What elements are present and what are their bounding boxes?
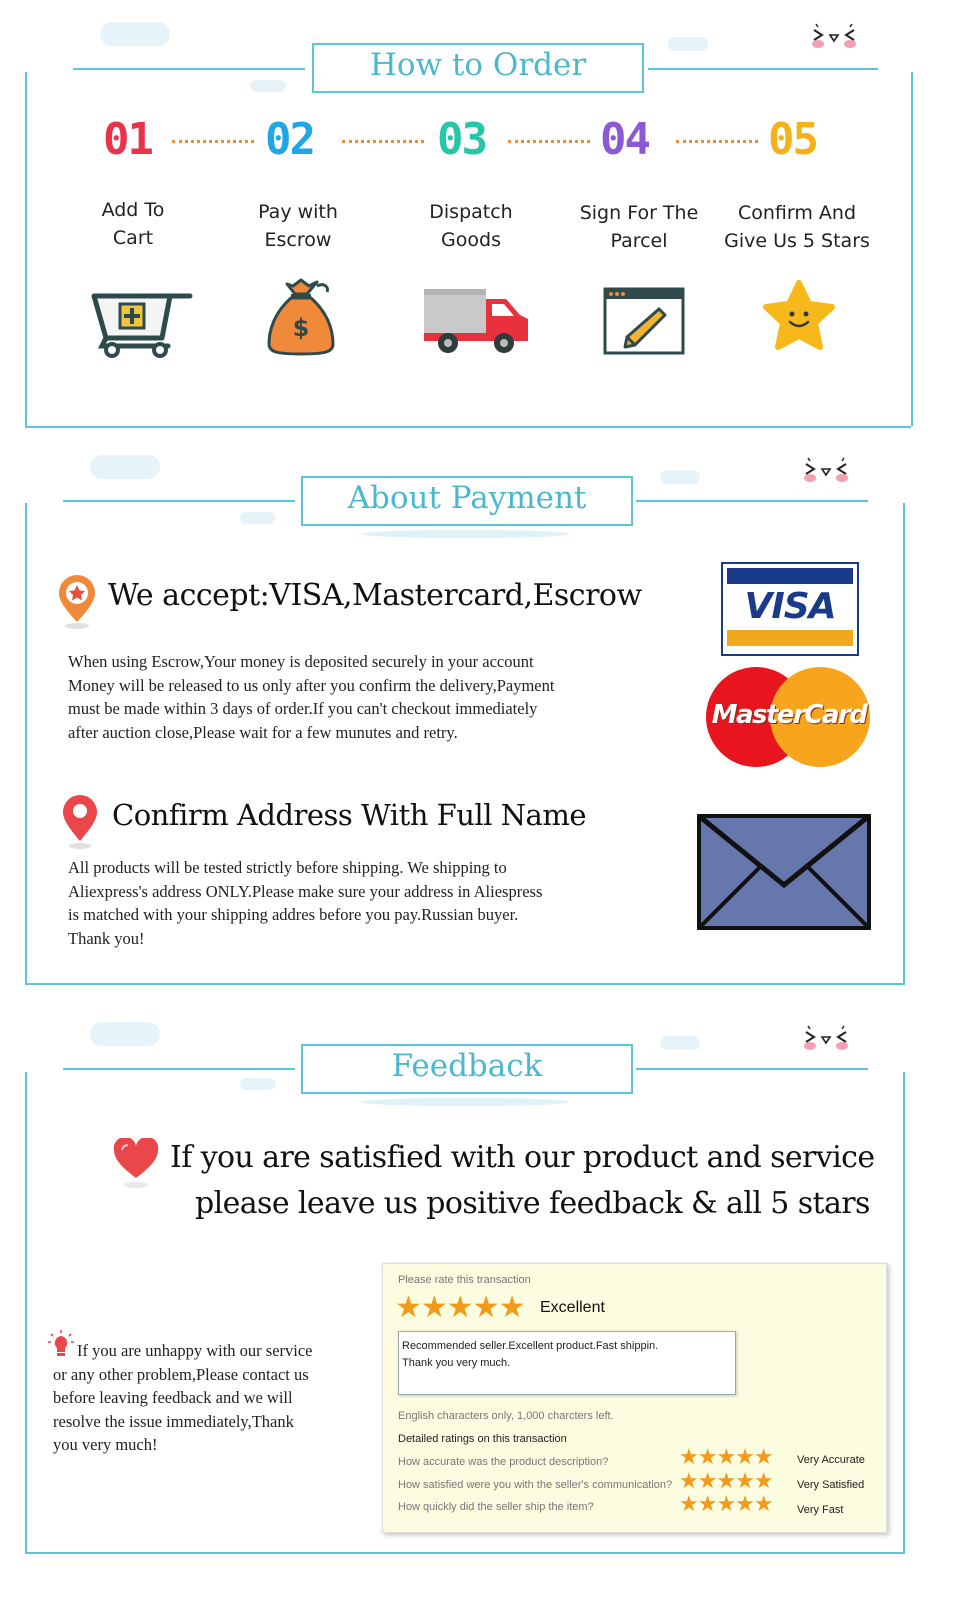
visa-text: VISA <box>744 586 836 627</box>
step-number: 03 <box>437 114 486 165</box>
feedback-line-2: please leave us positive feedback & all 5 stars <box>195 1186 870 1221</box>
title-rule-left <box>73 68 305 70</box>
kawaii-face-icon <box>800 1024 852 1054</box>
section-title-box <box>301 476 633 526</box>
detail-heading: Detailed ratings on this transaction <box>398 1433 567 1445</box>
frame-right <box>903 1072 905 1554</box>
step-number: 01 <box>103 114 152 165</box>
frame-left <box>25 503 27 984</box>
cloud-decoration <box>90 1022 160 1046</box>
step-connector <box>676 140 758 143</box>
cloud-decoration <box>668 37 708 51</box>
frame-right <box>911 72 913 426</box>
title-glow <box>360 530 570 538</box>
step-label: Add To Cart <box>101 199 165 249</box>
char-note: English characters only, 1,000 charcters left. <box>398 1410 614 1422</box>
step-connector <box>172 140 254 143</box>
accept-heading: We accept:VISA,Mastercard,Escrow <box>108 578 642 613</box>
unhappy-text <box>53 1339 313 1457</box>
step-label: Pay with Escrow <box>258 201 338 251</box>
feedback-line-1: If you are satisfied with our product and service <box>170 1140 875 1175</box>
cloud-decoration <box>90 455 160 479</box>
section-title: Feedback <box>391 1048 543 1084</box>
frame-bottom <box>25 983 905 985</box>
step-number: 02 <box>265 114 314 165</box>
title-rule-left <box>63 1068 295 1070</box>
section-title: How to Order <box>369 47 587 83</box>
kawaii-face-icon <box>808 22 860 52</box>
money-bag-icon <box>265 278 337 358</box>
truck-icon <box>420 285 532 357</box>
rating-label: Excellent <box>540 1299 605 1316</box>
kawaii-face-icon <box>800 456 852 486</box>
envelope-icon <box>696 813 872 931</box>
location-pin-icon <box>60 793 100 851</box>
mastercard-text: MasterCard <box>711 700 867 730</box>
step-connector <box>508 140 590 143</box>
title-glow <box>360 1098 570 1106</box>
detail-label: Very Satisfied <box>797 1479 865 1491</box>
detail-label: Very Accurate <box>797 1454 865 1466</box>
title-rule-right <box>636 500 868 502</box>
frame-right <box>903 503 905 984</box>
accept-text: When using Escrow,Your money is deposited securely in your account Money will be released to us only after you confirm the delivery,Payment must be made within 3 days of order.If you can't checkout immediately after auction close,Please wait for a few munutes and retry. <box>68 652 555 742</box>
comment-text: Recommended seller.Excellent product.Fast shippin. Thank you very much. <box>402 1340 659 1369</box>
sign-window-icon <box>603 287 685 355</box>
frame-left <box>25 72 27 426</box>
address-heading: Confirm Address With Full Name <box>112 798 587 832</box>
cloud-decoration <box>240 1078 276 1090</box>
cart-icon <box>90 288 194 360</box>
cloud-decoration <box>100 22 170 46</box>
detail-question: How accurate was the product description? <box>398 1456 609 1468</box>
step-connector <box>342 140 424 143</box>
cloud-decoration <box>660 1036 700 1050</box>
detail-star-rating[interactable]: ★★★★★ <box>679 1469 773 1494</box>
visa-band-bottom <box>727 630 853 646</box>
section-title-box <box>301 1044 633 1094</box>
visa-logo <box>721 562 859 656</box>
step-number: 05 <box>768 114 817 165</box>
step-label: Sign For The Parcel <box>579 202 699 252</box>
svg-text:$: $ <box>292 314 310 342</box>
title-rule-right <box>636 1068 868 1070</box>
title-rule-left <box>63 500 295 502</box>
detail-label: Very Fast <box>797 1504 844 1516</box>
detail-star-rating[interactable]: ★★★★★ <box>679 1492 773 1517</box>
rating-panel <box>382 1263 887 1533</box>
section-title: About Payment <box>347 480 587 516</box>
cloud-decoration <box>660 470 700 484</box>
detail-star-rating[interactable]: ★★★★★ <box>679 1445 773 1470</box>
location-star-icon <box>56 574 98 632</box>
comment-textarea[interactable] <box>398 1331 736 1395</box>
unhappy-text-body: If you are unhappy with our service or any other problem,Please contact us before leaving feedback and we will resolve the issue immediately,Thank you very much! <box>53 1341 313 1454</box>
heart-icon <box>112 1138 160 1190</box>
step-label: Dispatch Goods <box>429 201 513 251</box>
mastercard-logo <box>706 667 872 767</box>
detail-question: How quickly did the seller ship the item? <box>398 1501 594 1513</box>
rating-prompt: Please rate this transaction <box>398 1274 531 1286</box>
section-title-box <box>312 43 644 93</box>
title-rule-right <box>648 68 878 70</box>
smiling-star-icon <box>762 280 836 352</box>
address-text: All products will be tested strictly before shipping. We shipping to Aliexpress's address ONLY.Please make sure your address in Aliespress is matched with your shipping addres before you pay.Russian buyer. Thank you! <box>68 858 543 948</box>
frame-left <box>25 1072 27 1554</box>
overall-star-rating[interactable]: ★★★★★ <box>395 1290 525 1325</box>
visa-band-top <box>727 568 853 584</box>
cloud-decoration <box>240 512 276 524</box>
step-label: Confirm And Give Us 5 Stars <box>724 202 870 252</box>
step-number: 04 <box>600 114 649 165</box>
frame-bottom <box>25 1552 905 1554</box>
detail-question: How satisfied were you with the seller's communication? <box>398 1479 673 1491</box>
